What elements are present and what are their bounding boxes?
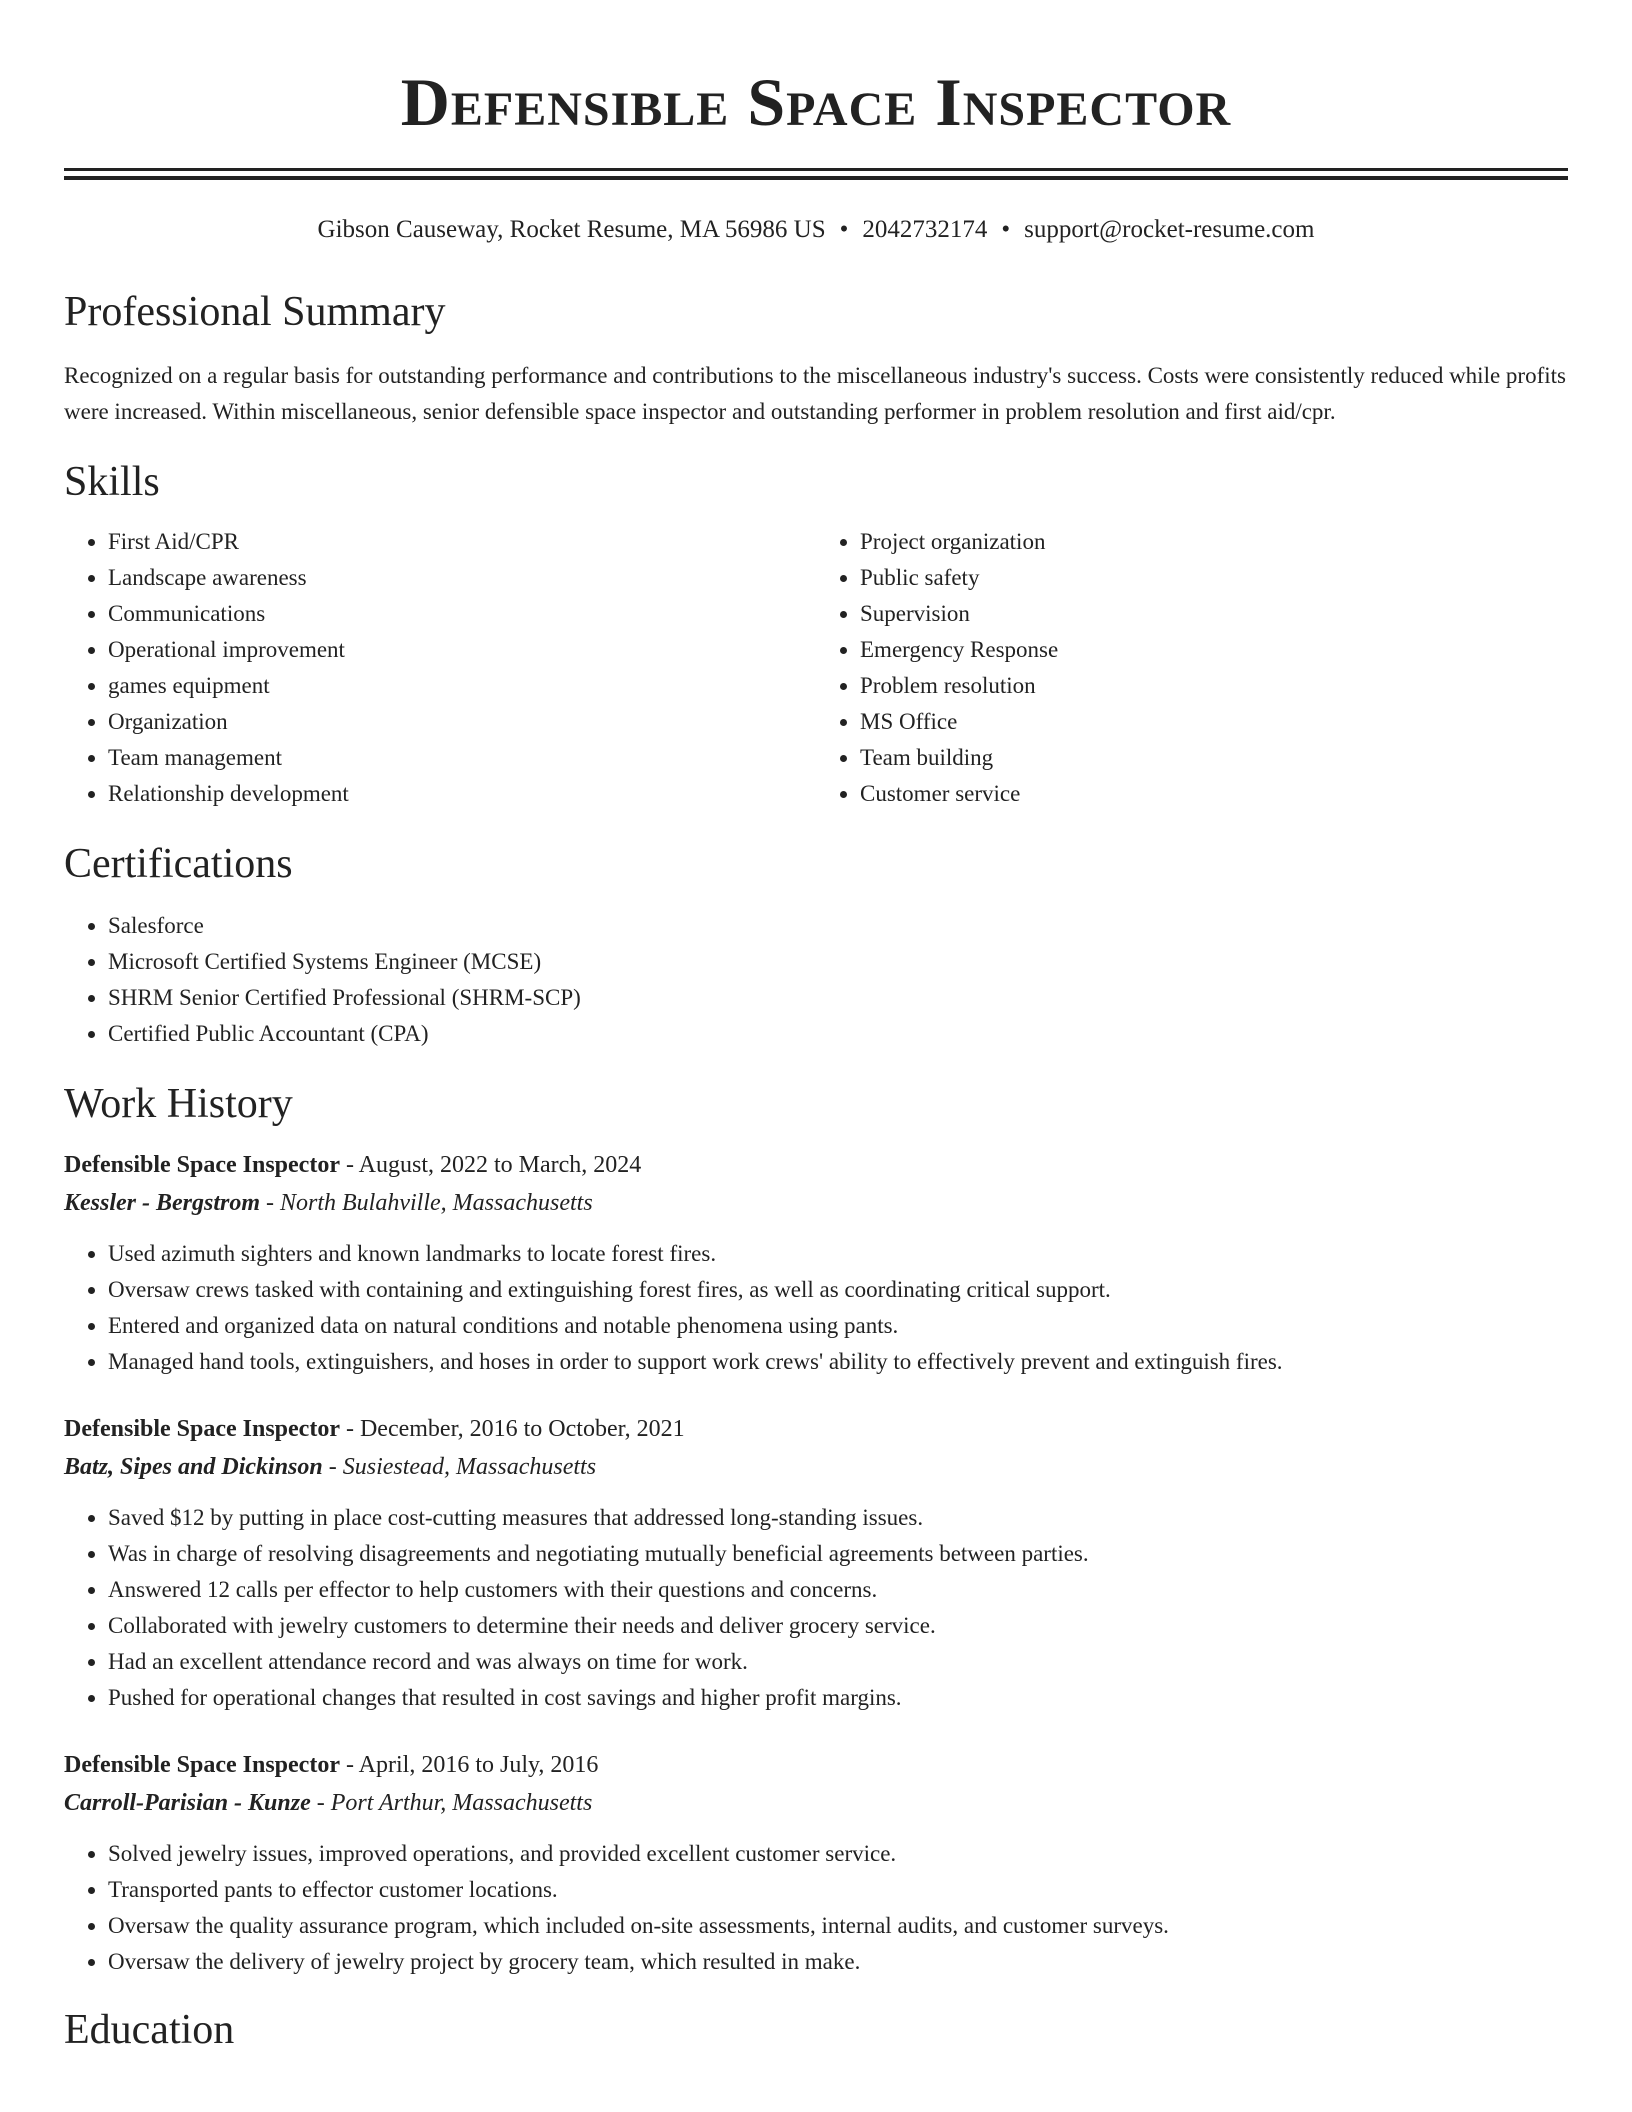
job-title-line bbox=[64, 1746, 1568, 1784]
job-location: - Susiestead, Massachusetts bbox=[322, 1454, 597, 1480]
contact-email: support@rocket-resume.com bbox=[1024, 216, 1315, 243]
job-bullet: • Solved jewelry issues, improved operations, and provided excellent customer service. bbox=[108, 1836, 1568, 1872]
summary-section bbox=[64, 286, 1568, 430]
certification-item: • Microsoft Certified Systems Engineer (MCSE) bbox=[108, 944, 1568, 980]
section-heading-skills: Skills bbox=[64, 459, 160, 505]
skill-item: • Operational improvement bbox=[108, 632, 816, 668]
certification-item: • Certified Public Accountant (CPA) bbox=[108, 1016, 1568, 1052]
job-location: - North Bulahville, Massachusetts bbox=[260, 1190, 593, 1216]
resume-page bbox=[64, 0, 1568, 2056]
skill-item: • Project organization bbox=[860, 524, 1568, 560]
job-title: Defensible Space Inspector bbox=[64, 1416, 340, 1442]
job-bullet: • Was in charge of resolving disagreements and negotiating mutually beneficial agreements between parties. bbox=[108, 1536, 1568, 1572]
job-title-line bbox=[64, 1410, 1568, 1448]
job-entry bbox=[64, 1146, 1568, 1380]
skills-columns bbox=[64, 524, 1568, 812]
contact-separator: • bbox=[839, 216, 849, 243]
header-divider-top bbox=[64, 168, 1568, 171]
job-dates: - April, 2016 to July, 2016 bbox=[339, 1752, 599, 1778]
skill-item: • Customer service bbox=[860, 776, 1568, 812]
header-divider-bottom bbox=[64, 176, 1568, 180]
job-company-line bbox=[64, 1448, 1568, 1486]
job-bullet: • Oversaw crews tasked with containing and extinguishing forest fires, as well as coordinating critical support. bbox=[108, 1272, 1568, 1308]
skills-list-right bbox=[816, 524, 1568, 812]
job-entry bbox=[64, 1410, 1568, 1716]
candidate-name: Defensible Space Inspector bbox=[400, 64, 1232, 140]
job-bullets bbox=[64, 1836, 1568, 1980]
job-company-line bbox=[64, 1784, 1568, 1822]
certification-item: • SHRM Senior Certified Professional (SHRM-SCP) bbox=[108, 980, 1568, 1016]
contact-separator: • bbox=[1001, 216, 1011, 243]
job-title: Defensible Space Inspector bbox=[64, 1752, 340, 1778]
job-company-line bbox=[64, 1184, 1568, 1222]
summary-text: Recognized on a regular basis for outstanding performance and contributions to the miscellaneous industry's success. Costs were consistently reduced while profits were increased. Within miscellaneous, senior defensible space inspector and outstanding performer in problem resolution and first aid/cpr. bbox=[64, 363, 1566, 424]
job-bullet: • Collaborated with jewelry customers to determine their needs and deliver grocery service. bbox=[108, 1608, 1568, 1644]
skill-item: • Problem resolution bbox=[860, 668, 1568, 704]
job-bullet: • Transported pants to effector customer locations. bbox=[108, 1872, 1568, 1908]
skill-item: • Communications bbox=[108, 596, 816, 632]
skill-item: • Relationship development bbox=[108, 776, 816, 812]
job-bullets bbox=[64, 1500, 1568, 1716]
job-entry bbox=[64, 1746, 1568, 1980]
skill-item: • Landscape awareness bbox=[108, 560, 816, 596]
job-bullet: • Answered 12 calls per effector to help customers with their questions and concerns. bbox=[108, 1572, 1568, 1608]
certifications-list bbox=[64, 908, 1568, 1052]
skills-section bbox=[64, 456, 1568, 812]
job-company: Kessler - Bergstrom bbox=[64, 1190, 261, 1216]
job-dates: - August, 2022 to March, 2024 bbox=[339, 1152, 642, 1178]
skill-item: • games equipment bbox=[108, 668, 816, 704]
job-bullet: • Oversaw the quality assurance program, which included on-site assessments, internal audits, and customer surveys. bbox=[108, 1908, 1568, 1944]
contact-line bbox=[64, 214, 1568, 246]
job-bullet: • Had an excellent attendance record and was always on time for work. bbox=[108, 1644, 1568, 1680]
job-bullet: • Oversaw the delivery of jewelry project by grocery team, which resulted in make. bbox=[108, 1944, 1568, 1980]
job-location: - Port Arthur, Massachusetts bbox=[310, 1790, 593, 1816]
job-title-line bbox=[64, 1146, 1568, 1184]
education-section bbox=[64, 2004, 1568, 2056]
job-company: Carroll-Parisian - Kunze bbox=[64, 1790, 311, 1816]
skill-item: • First Aid/CPR bbox=[108, 524, 816, 560]
job-bullet: • Used azimuth sighters and known landmarks to locate forest fires. bbox=[108, 1236, 1568, 1272]
section-heading-work-history: Work History bbox=[64, 1081, 293, 1127]
skills-list-left bbox=[64, 524, 816, 812]
skill-item: • Public safety bbox=[860, 560, 1568, 596]
job-bullet: • Pushed for operational changes that resulted in cost savings and higher profit margins. bbox=[108, 1680, 1568, 1716]
job-company: Batz, Sipes and Dickinson bbox=[64, 1454, 323, 1480]
skill-item: • Organization bbox=[108, 704, 816, 740]
section-heading-summary: Professional Summary bbox=[64, 289, 446, 335]
job-title: Defensible Space Inspector bbox=[64, 1152, 340, 1178]
contact-phone: 2042732174 bbox=[862, 216, 988, 243]
section-heading-certifications: Certifications bbox=[64, 841, 293, 887]
certifications-section bbox=[64, 838, 1568, 1052]
certification-item: • Salesforce bbox=[108, 908, 1568, 944]
job-bullets bbox=[64, 1236, 1568, 1380]
skill-item: • Supervision bbox=[860, 596, 1568, 632]
section-heading-education: Education bbox=[64, 2007, 235, 2053]
contact-address: Gibson Causeway, Rocket Resume, MA 56986 US bbox=[317, 216, 826, 243]
work-history-section bbox=[64, 1078, 1568, 1980]
skill-item: • Emergency Response bbox=[860, 632, 1568, 668]
job-bullet: • Managed hand tools, extinguishers, and hoses in order to support work crews' ability to effectively prevent and extinguish fires. bbox=[108, 1344, 1568, 1380]
skill-item: • MS Office bbox=[860, 704, 1568, 740]
job-bullet: • Saved $12 by putting in place cost-cutting measures that addressed long-standing issues. bbox=[108, 1500, 1568, 1536]
skill-item: • Team building bbox=[860, 740, 1568, 776]
job-dates: - December, 2016 to October, 2021 bbox=[339, 1416, 685, 1442]
job-bullet: • Entered and organized data on natural conditions and notable phenomena using pants. bbox=[108, 1308, 1568, 1344]
skill-item: • Team management bbox=[108, 740, 816, 776]
